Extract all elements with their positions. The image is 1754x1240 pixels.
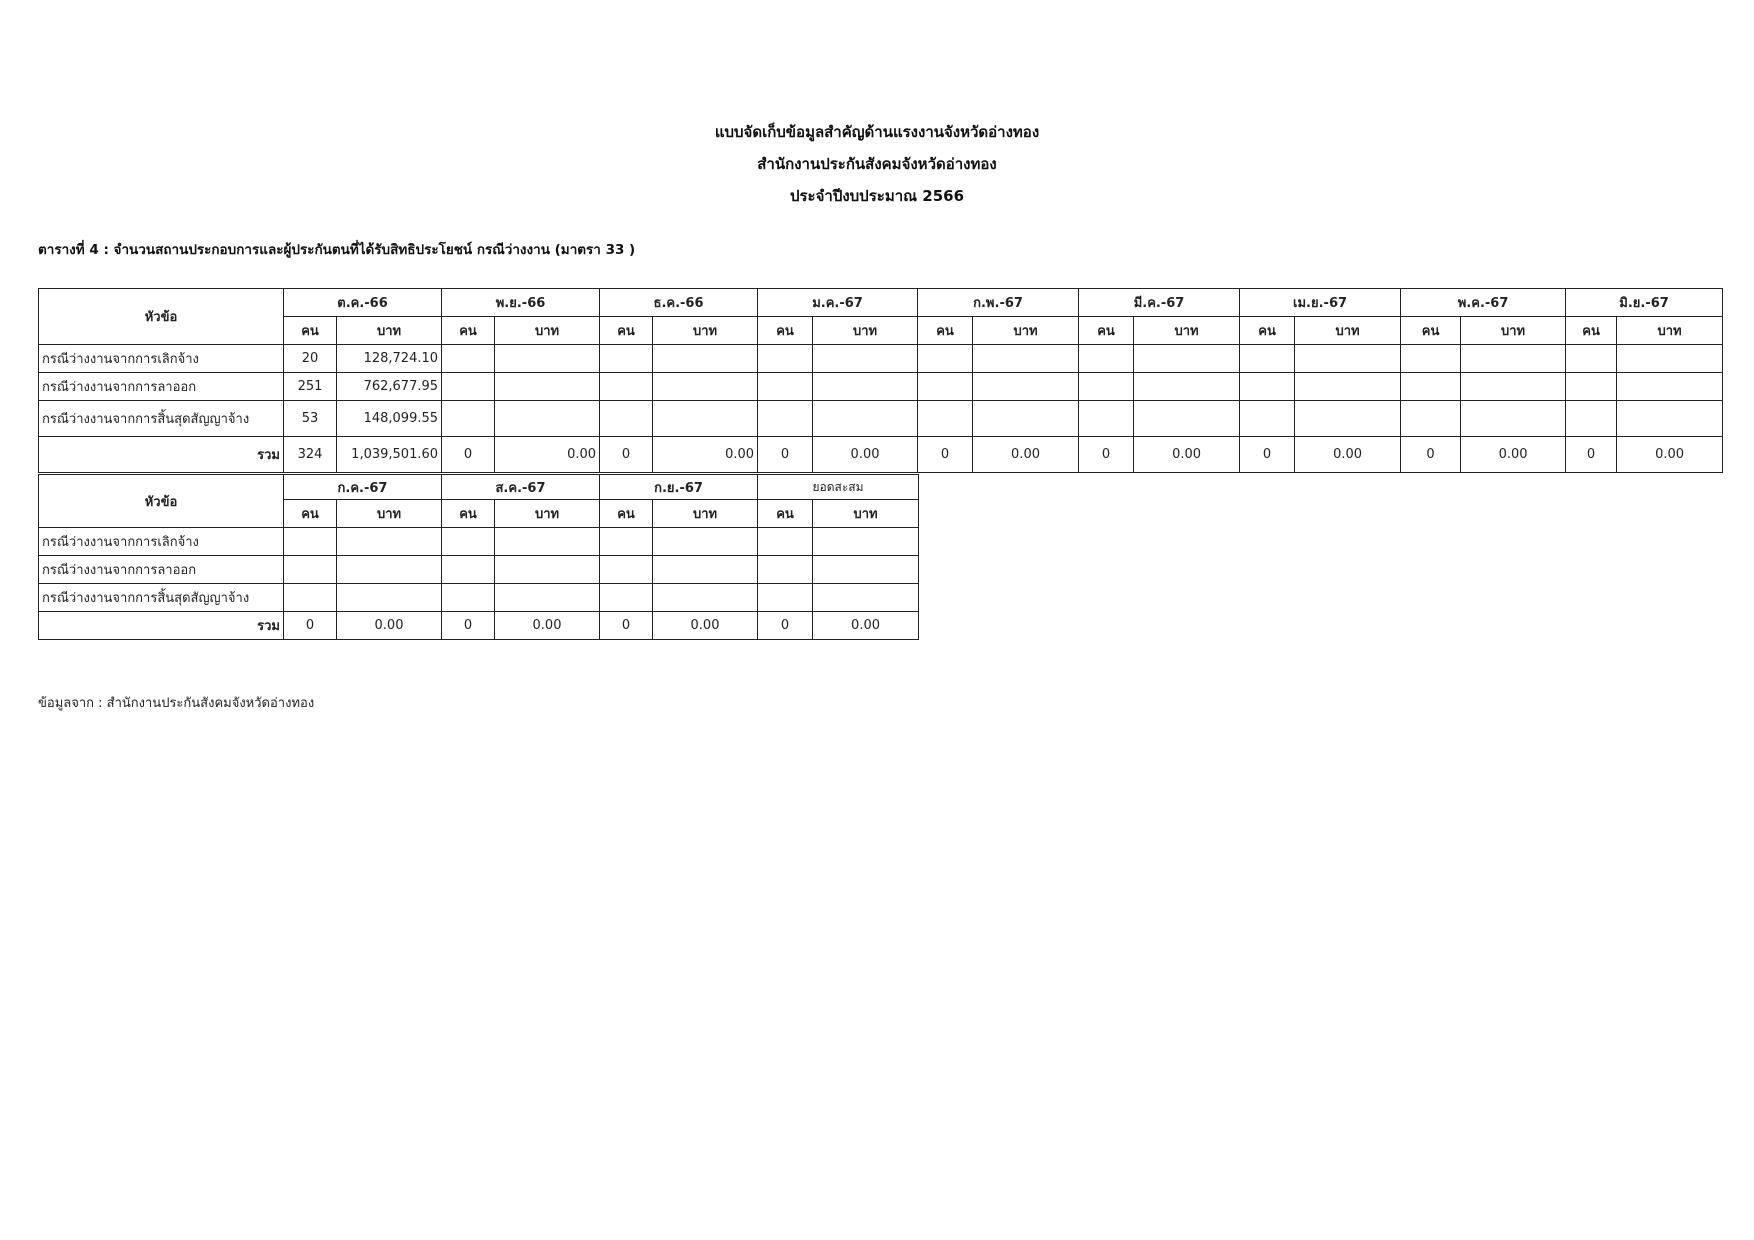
persons-cell <box>1079 345 1134 373</box>
total-row <box>39 612 919 640</box>
total-label: รวม <box>39 612 284 640</box>
table-row <box>39 373 1723 401</box>
total-baht-cell: 0.00 <box>495 612 600 640</box>
baht-cell <box>653 401 758 437</box>
persons-cell <box>758 345 813 373</box>
baht-cell <box>1461 373 1566 401</box>
baht-cell <box>813 528 919 556</box>
persons-cell <box>600 528 653 556</box>
total-persons-cell: 0 <box>758 612 813 640</box>
month-header: ก.พ.-67 <box>918 289 1079 317</box>
baht-cell <box>813 584 919 612</box>
persons-cell <box>758 373 813 401</box>
baht-cell <box>1617 345 1723 373</box>
report-office: สำนักงานประกันสังคมจังหวัดอ่างทอง <box>757 155 997 173</box>
total-baht-cell: 0.00 <box>1295 437 1401 473</box>
month-header: ธ.ค.-66 <box>600 289 758 317</box>
baht-cell <box>653 528 758 556</box>
baht-header: บาท <box>1617 317 1723 345</box>
month-header: เม.ย.-67 <box>1240 289 1401 317</box>
total-baht-cell: 0.00 <box>1461 437 1566 473</box>
header-row-units <box>39 317 1723 345</box>
persons-header: คน <box>284 317 337 345</box>
unemployment-table-jul-sep <box>38 474 919 640</box>
persons-cell: 20 <box>284 345 337 373</box>
persons-cell <box>600 584 653 612</box>
baht-header: บาท <box>653 317 758 345</box>
persons-cell <box>918 373 973 401</box>
total-baht-cell: 0.00 <box>1617 437 1723 473</box>
persons-cell <box>284 584 337 612</box>
baht-cell <box>337 556 442 584</box>
persons-cell <box>1566 401 1617 437</box>
total-persons-cell: 0 <box>1566 437 1617 473</box>
persons-cell <box>1079 401 1134 437</box>
baht-cell <box>495 401 600 437</box>
persons-header: คน <box>758 317 813 345</box>
baht-cell <box>973 373 1079 401</box>
baht-cell <box>973 401 1079 437</box>
baht-cell <box>1295 401 1401 437</box>
month-header: ต.ค.-66 <box>284 289 442 317</box>
baht-cell <box>653 345 758 373</box>
persons-cell <box>918 401 973 437</box>
header-row-months <box>39 475 919 500</box>
total-persons-cell: 0 <box>442 437 495 473</box>
baht-cell <box>813 556 919 584</box>
persons-cell <box>758 556 813 584</box>
baht-cell <box>495 584 600 612</box>
persons-cell <box>442 345 495 373</box>
baht-cell <box>1461 401 1566 437</box>
persons-cell <box>284 528 337 556</box>
month-header: มิ.ย.-67 <box>1566 289 1723 317</box>
total-persons-cell: 0 <box>1240 437 1295 473</box>
baht-cell <box>813 401 918 437</box>
persons-cell: 53 <box>284 401 337 437</box>
report-title: แบบจัดเก็บข้อมูลสำคัญด้านแรงงานจังหวัดอ่างทอง <box>714 123 1040 141</box>
month-header: ก.ค.-67 <box>284 475 442 500</box>
total-baht-cell: 0.00 <box>495 437 600 473</box>
persons-header: คน <box>284 500 337 528</box>
persons-cell <box>600 401 653 437</box>
persons-cell <box>1566 345 1617 373</box>
persons-cell: 251 <box>284 373 337 401</box>
persons-cell <box>442 401 495 437</box>
baht-cell <box>653 373 758 401</box>
persons-header: คน <box>1079 317 1134 345</box>
table-row <box>39 345 1723 373</box>
persons-cell <box>442 556 495 584</box>
baht-cell <box>653 584 758 612</box>
data-source-note: ข้อมูลจาก : สำนักงานประกันสังคมจังหวัดอ่างทอง <box>38 696 315 711</box>
baht-cell <box>1461 345 1566 373</box>
total-persons-cell: 0 <box>442 612 495 640</box>
month-header: ส.ค.-67 <box>442 475 600 500</box>
persons-header: คน <box>442 317 495 345</box>
baht-cell <box>973 345 1079 373</box>
persons-header: คน <box>1401 317 1461 345</box>
persons-cell <box>1240 373 1295 401</box>
baht-cell <box>1134 373 1240 401</box>
baht-header: บาท <box>1295 317 1401 345</box>
persons-cell <box>442 373 495 401</box>
report-titles <box>0 116 1754 212</box>
total-persons-cell: 324 <box>284 437 337 473</box>
persons-cell <box>758 584 813 612</box>
table-caption: ตารางที่ 4 : จำนวนสถานประกอบการและผู้ประกันตนที่ได้รับสิทธิประโยชน์ กรณีว่างงาน (มาตรา 33 ) <box>38 242 636 258</box>
total-baht-cell: 0.00 <box>973 437 1079 473</box>
baht-cell <box>337 528 442 556</box>
persons-header: คน <box>442 500 495 528</box>
total-persons-cell: 0 <box>1079 437 1134 473</box>
total-baht-cell: 0.00 <box>653 612 758 640</box>
total-persons-cell: 0 <box>758 437 813 473</box>
total-persons-cell: 0 <box>1401 437 1461 473</box>
baht-cell: 762,677.95 <box>337 373 442 401</box>
month-header: ม.ค.-67 <box>758 289 918 317</box>
total-baht-cell: 0.00 <box>653 437 758 473</box>
month-header: พ.ค.-67 <box>1401 289 1566 317</box>
baht-cell <box>653 556 758 584</box>
baht-cell: 148,099.55 <box>337 401 442 437</box>
total-persons-cell: 0 <box>600 437 653 473</box>
persons-cell <box>918 345 973 373</box>
persons-cell <box>1079 373 1134 401</box>
baht-header: บาท <box>973 317 1079 345</box>
persons-cell <box>1240 401 1295 437</box>
baht-header: บาท <box>1134 317 1240 345</box>
row-label: กรณีว่างงานจากการเลิกจ้าง <box>39 528 284 556</box>
month-header: มี.ค.-67 <box>1079 289 1240 317</box>
persons-header: คน <box>1240 317 1295 345</box>
total-baht-cell: 1,039,501.60 <box>337 437 442 473</box>
baht-cell <box>813 373 918 401</box>
baht-cell <box>495 373 600 401</box>
persons-header: คน <box>1566 317 1617 345</box>
month-header: พ.ย.-66 <box>442 289 600 317</box>
baht-cell <box>1134 401 1240 437</box>
table-row <box>39 528 919 556</box>
baht-header: บาท <box>495 500 600 528</box>
persons-cell <box>758 401 813 437</box>
persons-cell <box>1401 345 1461 373</box>
persons-cell <box>1401 373 1461 401</box>
persons-header: คน <box>600 317 653 345</box>
month-header: ก.ย.-67 <box>600 475 758 500</box>
topic-header: หัวข้อ <box>39 289 284 345</box>
persons-cell <box>600 345 653 373</box>
persons-header: คน <box>918 317 973 345</box>
baht-header: บาท <box>813 500 919 528</box>
baht-cell <box>337 584 442 612</box>
topic-header: หัวข้อ <box>39 475 284 528</box>
baht-cell <box>1295 345 1401 373</box>
persons-header: คน <box>758 500 813 528</box>
cumulative-header: ยอดสะสม <box>758 475 919 500</box>
total-baht-cell: 0.00 <box>337 612 442 640</box>
total-baht-cell: 0.00 <box>813 612 919 640</box>
total-baht-cell: 0.00 <box>1134 437 1240 473</box>
persons-cell <box>1566 373 1617 401</box>
baht-header: บาท <box>1461 317 1566 345</box>
total-label: รวม <box>39 437 284 473</box>
table-row <box>39 556 919 584</box>
persons-cell <box>1240 345 1295 373</box>
baht-header: บาท <box>337 500 442 528</box>
persons-cell <box>442 584 495 612</box>
header-row-months <box>39 289 1723 317</box>
baht-header: บาท <box>495 317 600 345</box>
baht-cell <box>1617 373 1723 401</box>
persons-header: คน <box>600 500 653 528</box>
unemployment-table-oct-jun <box>38 288 1723 473</box>
persons-cell <box>442 528 495 556</box>
baht-cell <box>813 345 918 373</box>
total-persons-cell: 0 <box>918 437 973 473</box>
baht-cell: 128,724.10 <box>337 345 442 373</box>
baht-cell <box>495 556 600 584</box>
row-label: กรณีว่างงานจากการสิ้นสุดสัญญาจ้าง <box>39 401 284 437</box>
persons-cell <box>600 373 653 401</box>
row-label: กรณีว่างงานจากการลาออก <box>39 556 284 584</box>
baht-cell <box>1295 373 1401 401</box>
persons-cell <box>284 556 337 584</box>
persons-cell <box>600 556 653 584</box>
report-fiscal-year: ประจำปีงบประมาณ 2566 <box>789 187 965 205</box>
row-label: กรณีว่างงานจากการเลิกจ้าง <box>39 345 284 373</box>
total-persons-cell: 0 <box>284 612 337 640</box>
baht-header: บาท <box>653 500 758 528</box>
row-label: กรณีว่างงานจากการลาออก <box>39 373 284 401</box>
persons-cell <box>1401 401 1461 437</box>
table-row <box>39 584 919 612</box>
total-baht-cell: 0.00 <box>813 437 918 473</box>
baht-header: บาท <box>813 317 918 345</box>
baht-cell <box>495 345 600 373</box>
total-persons-cell: 0 <box>600 612 653 640</box>
baht-cell <box>1617 401 1723 437</box>
row-label: กรณีว่างงานจากการสิ้นสุดสัญญาจ้าง <box>39 584 284 612</box>
baht-header: บาท <box>337 317 442 345</box>
baht-cell <box>495 528 600 556</box>
baht-cell <box>1134 345 1240 373</box>
total-row <box>39 437 1723 473</box>
persons-cell <box>758 528 813 556</box>
table-row <box>39 401 1723 437</box>
